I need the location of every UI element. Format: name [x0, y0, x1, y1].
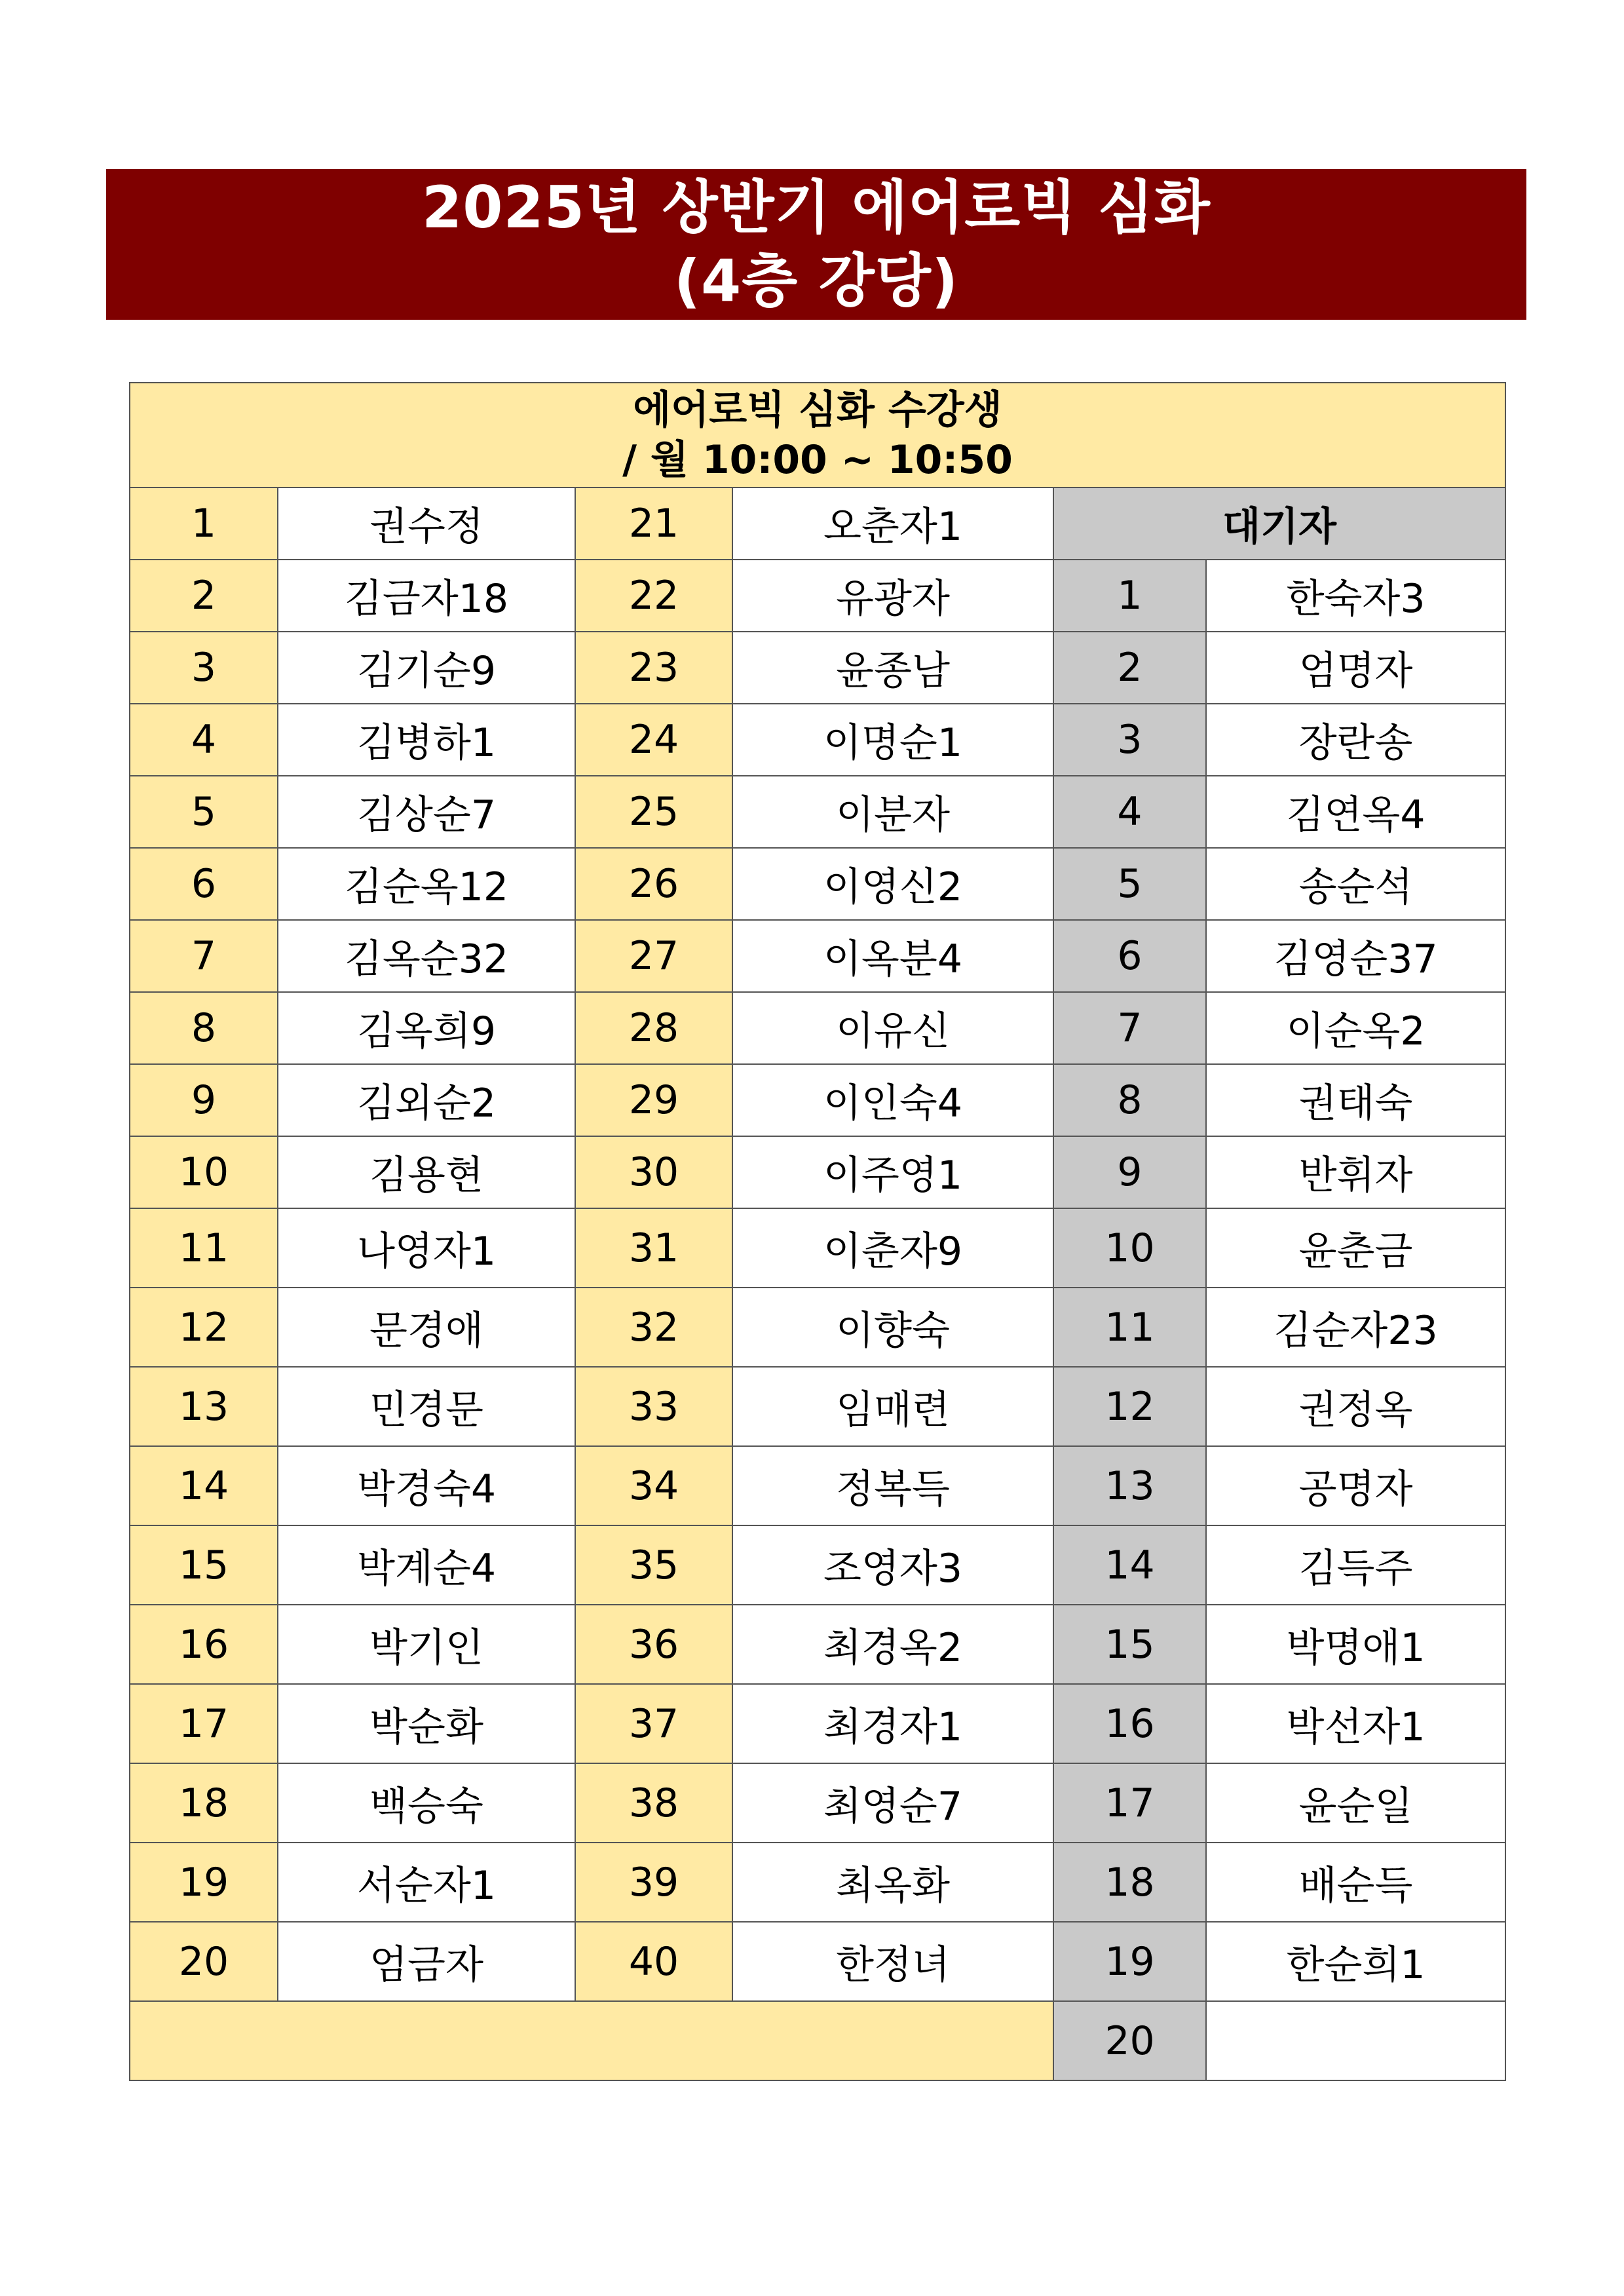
student-name: 윤종남 [732, 632, 1053, 704]
student-number: 36 [575, 1605, 732, 1684]
table-row [130, 560, 1505, 632]
waitlist-name: 윤춘금 [1206, 1208, 1505, 1288]
student-number: 28 [575, 992, 732, 1064]
table-row [130, 1208, 1505, 1288]
student-name: 이인숙4 [732, 1064, 1053, 1136]
waitlist-name: 장란송 [1206, 704, 1505, 776]
student-name: 이향숙 [732, 1288, 1053, 1367]
student-name: 이주영1 [732, 1136, 1053, 1208]
waitlist-number: 14 [1053, 1525, 1206, 1605]
student-number: 30 [575, 1136, 732, 1208]
table-row [130, 848, 1505, 920]
waitlist-name: 박명애1 [1206, 1605, 1505, 1684]
student-name: 이옥분4 [732, 920, 1053, 992]
student-number: 6 [130, 848, 278, 920]
waitlist-name: 윤순일 [1206, 1763, 1505, 1843]
student-name: 김순옥12 [278, 848, 575, 920]
waitlist-name: 엄명자 [1206, 632, 1505, 704]
table-row [130, 1288, 1505, 1367]
waitlist-number: 1 [1053, 560, 1206, 632]
table-row [130, 1136, 1505, 1208]
table-row [130, 992, 1505, 1064]
table-row [130, 1684, 1505, 1763]
waitlist-number: 16 [1053, 1684, 1206, 1763]
student-number: 34 [575, 1446, 732, 1525]
student-number: 10 [130, 1136, 278, 1208]
table-row [130, 632, 1505, 704]
student-number: 3 [130, 632, 278, 704]
table-row [130, 1922, 1505, 2001]
student-name: 서순자1 [278, 1843, 575, 1922]
waitlist-number: 12 [1053, 1367, 1206, 1446]
table-row [130, 704, 1505, 776]
student-name: 이영신2 [732, 848, 1053, 920]
table-row [130, 776, 1505, 848]
student-name: 민경문 [278, 1367, 575, 1446]
title-line-1: 2025년 상반기 에어로빅 심화 [422, 174, 1211, 241]
waitlist-name: 김순자23 [1206, 1288, 1505, 1367]
student-name: 박순화 [278, 1684, 575, 1763]
waitlist-name: 권태숙 [1206, 1064, 1505, 1136]
student-number: 32 [575, 1288, 732, 1367]
student-name: 유광자 [732, 560, 1053, 632]
title-line-2: (4층 강당) [673, 247, 959, 315]
waitlist-number: 7 [1053, 992, 1206, 1064]
student-number: 33 [575, 1367, 732, 1446]
table-row [130, 1605, 1505, 1684]
student-number: 23 [575, 632, 732, 704]
waitlist-name: 김연옥4 [1206, 776, 1505, 848]
student-name: 한정녀 [732, 1922, 1053, 2001]
student-number: 21 [575, 488, 732, 560]
student-name: 김병하1 [278, 704, 575, 776]
table-row [130, 1763, 1505, 1843]
student-name: 김외순2 [278, 1064, 575, 1136]
waitlist-name: 김영순37 [1206, 920, 1505, 992]
waitlist-name: 공명자 [1206, 1446, 1505, 1525]
student-name: 이명순1 [732, 704, 1053, 776]
student-name: 김용현 [278, 1136, 575, 1208]
table-row [130, 920, 1505, 992]
table-row [130, 488, 1505, 560]
waitlist-number: 4 [1053, 776, 1206, 848]
student-number: 25 [575, 776, 732, 848]
student-name: 김금자18 [278, 560, 575, 632]
student-number: 19 [130, 1843, 278, 1922]
table-row [130, 2001, 1505, 2080]
student-name: 엄금자 [278, 1922, 575, 2001]
student-name: 김옥순32 [278, 920, 575, 992]
student-name: 이분자 [732, 776, 1053, 848]
student-number: 40 [575, 1922, 732, 2001]
student-number: 7 [130, 920, 278, 992]
roster-table [129, 382, 1506, 2081]
waitlist-number: 9 [1053, 1136, 1206, 1208]
waitlist-number: 2 [1053, 632, 1206, 704]
student-name: 임매련 [732, 1367, 1053, 1446]
student-name: 박계순4 [278, 1525, 575, 1605]
waitlist-number: 13 [1053, 1446, 1206, 1525]
student-name: 조영자3 [732, 1525, 1053, 1605]
waitlist-header: 대기자 [1053, 488, 1505, 560]
student-name: 김기순9 [278, 632, 575, 704]
student-number: 13 [130, 1367, 278, 1446]
title-banner [106, 169, 1526, 320]
student-name: 최영순7 [732, 1763, 1053, 1843]
table-row [130, 1064, 1505, 1136]
class-header [130, 383, 1505, 488]
student-name: 김옥희9 [278, 992, 575, 1064]
waitlist-name: 배순득 [1206, 1843, 1505, 1922]
student-number: 8 [130, 992, 278, 1064]
student-number: 37 [575, 1684, 732, 1763]
waitlist-name: 권정옥 [1206, 1367, 1505, 1446]
student-name: 박경숙4 [278, 1446, 575, 1525]
student-number: 29 [575, 1064, 732, 1136]
student-number: 38 [575, 1763, 732, 1843]
student-number: 2 [130, 560, 278, 632]
student-number: 9 [130, 1064, 278, 1136]
student-number: 15 [130, 1525, 278, 1605]
student-name: 백승숙 [278, 1763, 575, 1843]
waitlist-number: 18 [1053, 1843, 1206, 1922]
student-name: 오춘자1 [732, 488, 1053, 560]
waitlist-name: 반휘자 [1206, 1136, 1505, 1208]
waitlist-number: 8 [1053, 1064, 1206, 1136]
table-row [130, 1446, 1505, 1525]
class-header-title: 에어로빅 심화 수강생 [633, 387, 1002, 433]
student-name: 박기인 [278, 1605, 575, 1684]
student-name: 권수정 [278, 488, 575, 560]
waitlist-name: 한숙자3 [1206, 560, 1505, 632]
student-number: 17 [130, 1684, 278, 1763]
waitlist-name: 이순옥2 [1206, 992, 1505, 1064]
waitlist-name [1206, 2001, 1505, 2080]
student-number: 4 [130, 704, 278, 776]
waitlist-name: 한순희1 [1206, 1922, 1505, 2001]
waitlist-name: 김득주 [1206, 1525, 1505, 1605]
student-name: 최경자1 [732, 1684, 1053, 1763]
student-number: 16 [130, 1605, 278, 1684]
student-number: 20 [130, 1922, 278, 2001]
waitlist-number: 15 [1053, 1605, 1206, 1684]
waitlist-number: 17 [1053, 1763, 1206, 1843]
waitlist-number: 3 [1053, 704, 1206, 776]
header-row [130, 383, 1505, 488]
student-name: 최옥화 [732, 1843, 1053, 1922]
student-number: 12 [130, 1288, 278, 1367]
student-name: 이유신 [732, 992, 1053, 1064]
student-number: 14 [130, 1446, 278, 1525]
student-number: 11 [130, 1208, 278, 1288]
student-name: 나영자1 [278, 1208, 575, 1288]
waitlist-number: 5 [1053, 848, 1206, 920]
student-number: 26 [575, 848, 732, 920]
waitlist-number: 10 [1053, 1208, 1206, 1288]
table-row [130, 1525, 1505, 1605]
student-number: 27 [575, 920, 732, 992]
waitlist-number: 19 [1053, 1922, 1206, 2001]
waitlist-number: 20 [1053, 2001, 1206, 2080]
student-number: 22 [575, 560, 732, 632]
table-row [130, 1367, 1505, 1446]
waitlist-number: 6 [1053, 920, 1206, 992]
waitlist-number: 11 [1053, 1288, 1206, 1367]
student-name: 정복득 [732, 1446, 1053, 1525]
waitlist-name: 박선자1 [1206, 1684, 1505, 1763]
student-number: 1 [130, 488, 278, 560]
student-name: 문경애 [278, 1288, 575, 1367]
student-number: 35 [575, 1525, 732, 1605]
waitlist-name: 송순석 [1206, 848, 1505, 920]
student-number: 39 [575, 1843, 732, 1922]
student-name: 김상순7 [278, 776, 575, 848]
student-number: 31 [575, 1208, 732, 1288]
student-name: 최경옥2 [732, 1605, 1053, 1684]
student-name: 이춘자9 [732, 1208, 1053, 1288]
class-header-schedule: / 월 10:00 ~ 10:50 [622, 437, 1013, 483]
student-number: 18 [130, 1763, 278, 1843]
student-number: 5 [130, 776, 278, 848]
student-number: 24 [575, 704, 732, 776]
empty-filler-cell [130, 2001, 1053, 2080]
table-row [130, 1843, 1505, 1922]
